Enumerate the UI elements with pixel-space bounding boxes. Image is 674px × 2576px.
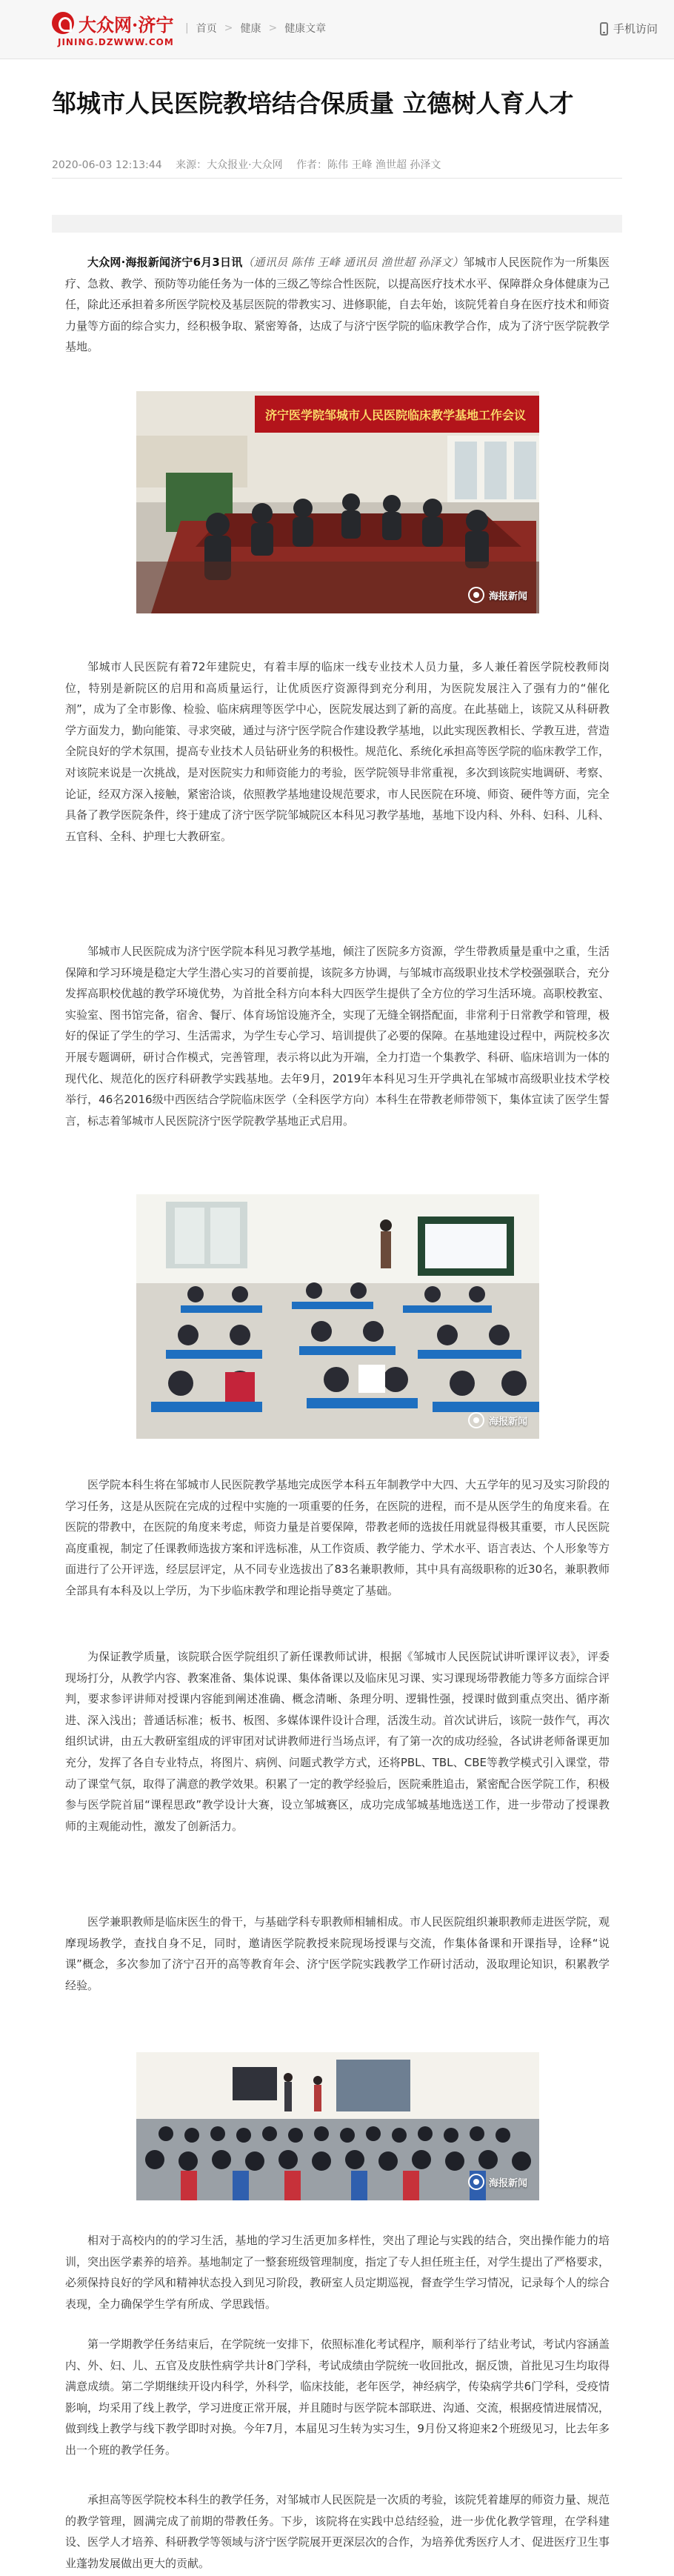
watermark-text: 海报新闻: [488, 2177, 527, 2189]
breadcrumb-separator: >: [224, 22, 233, 34]
paragraph-text: 邹城市人民医院作为一所集医疗、急救、教学、预防等功能任务为一体的三级乙等综合性医院，以提高医疗技术水平、保障群众身体健康为己任，除此还承担着多所医学院校及基层医院的带教实习、进修职能，自去年始，该院凭着自身在医疗技术和师资力量等方面的综合实力，经积极争取、紧密筹备，达成了与济宁医学院的临床教学合作，成为了济宁医学院教学基地。: [65, 256, 610, 354]
site-header: [0, 0, 674, 59]
site-logo[interactable]: [52, 10, 174, 50]
breadcrumb: [178, 21, 326, 36]
article-paragraph: 第一学期教学任务结束后，在学院统一安排下，依照标准化考试程序，顺利举行了结业考试，考试内容涵盖内、外、妇、儿、五官及皮肤性病学共计8门学科，考试成绩由学院统一收回批改，据反馈，首批见习生均取得满意成绩。第二学期继续开设内科学，外科学，临床技能，老年医学，神经病学，传染病学共6门学科，受疫情影响，均采用了线上教学，学习进度正常开展，并且随时与医学院本部联进、沟通、交流，根据疫情进展情况，做到线上教学与线下教学即时对换。今年7月，本届见习生转为实习生，9月份又将迎来2个班级见习，比去年多出一个班的教学任务。: [65, 2337, 610, 2457]
photo-watermark: [468, 1412, 527, 1428]
article-source: 来源：大众报业·大众网: [176, 159, 283, 171]
article-date: 2020-06-03 12:13:44: [52, 159, 162, 171]
watermark-text: 海报新闻: [488, 1416, 527, 1428]
breadcrumb-separator: |: [185, 22, 189, 34]
article-paragraph: 邹城市人民医院有着72年建院史，有着丰厚的临床一线专业技术人员力量，多人兼任着医学院校教师岗位，特别是新院区的启用和高质量运行，让优质医疗资源得到充分利用，为医院发展注入了强有力的“催化剂”，成为了全市影像、检验、临床病理等医学中心，医院发展达到了新的高度。在此基础上，该院又从科研教学方面发力，勤向能策、寻求突破，通过与济宁医学院合作建设教学基地，以此实现医教相长、学教互进，营造全院良好的学术氛围，提高专业技术人员钻研业务的积极性。规范化、系统化承担高等医学院的临床教学工作，对该院来说是一次挑战，是对医院实力和师资能力的考验，医学院领导非常重视，多次到该院实地调研、考察、论证，经双方深入接触，紧密洽谈，依照教学基地建设规范要求，市人民医院在环境、师资、硬件等方面，完全具备了教学医院条件，终于建成了济宁医学院邹城院区本科见习教学基地，基地下设内科、外科、妇科、儿科、五官科、全科、护理七大教研室。: [65, 660, 610, 843]
article-paragraph: 为保证教学质量，该院联合医学院组织了新任课教师试讲，根据《邹城市人民医院试讲听课评议表》，评委现场打分，从教学内容、教案准备、集体说课、集体备课以及临床见习课、实习课现场带教能力等多方面综合评判，要求参评讲师对授课内容能到阐述准确、概念清晰、条理分明、逻辑性强，授课时做到重点突出、循序渐进、深入浅出；普通话标准；板书、板图、多媒体课件设计合理，活泼生动。首次试讲后，该院一鼓作气，再次组织试讲，由五大教研室组成的评审团对试讲教师进行当场点评，有了第一次的成功经验，各试讲老师备课更加充分，发挥了各自专业特点，将图片、病例、问题式教学方式，还将PBL、TBL、CBE等教学模式引入课堂，带动了课堂气氛，取得了满意的教学效果。积累了一定的教学经验后，医院乘胜追击，紧密配合医学院工作，积极参与医学院首届“课程思政”教学设计大赛，设立邹城赛区，成功完成邹城基地选送工作，进一步带动了授课教师的主观能动性，激发了创新活力。: [65, 1650, 610, 1833]
logo-name: 大众网·济宁: [79, 14, 174, 36]
title-divider: [52, 178, 622, 179]
article-paragraph: 承担高等医学院校本科生的教学任务，对邹城市人民医院是一次质的考验，该院凭着雄厚的师资力量、规范的教学管理，圆满完成了前期的带教任务。下步，该院将在实践中总结经验，进一步优化教学管理，在学科建设、医学人才培养、科研教学等领域与济宁医学院展开更深层次的合作，为培养优秀医疗人才、促进医疗卫生事业蓬勃发展做出更大的贡献。: [65, 2493, 610, 2570]
logo-domain: JINING.DZWWW.COM: [58, 37, 174, 47]
article-authors: 作者：陈伟 王峰 渔世超 孙泽文: [296, 159, 441, 171]
article-paragraph: 医学兼职教师是临床医生的骨干，与基础学科专职教师相辅相成。市人民医院组织兼职教师走进医学院，观摩现场教学，查找自身不足，同时，邀请医学院教授来院现场授课与交流，作集体备课和开课指导，诠释“说课”概念，多次参加了济宁召开的高等教育年会、济宁医学院实践教学工作研讨活动，汲取理论知识，积累教学经验。: [65, 1915, 610, 1992]
mobile-access-label: 手机访问: [613, 22, 658, 36]
article-photo-meeting: [136, 391, 539, 613]
breadcrumb-home[interactable]: 首页: [196, 23, 217, 35]
photo-watermark: [468, 2174, 527, 2190]
article-paragraph: 相对于高校内的的学习生活，基地的学习生活更加多样性，突出了理论与实践的结合，突出操作能力的培训，突出医学素养的培养。基地制定了一整套班级管理制度，指定了专人担任班主任，对学生提出了严格要求，必须保持良好的学风和精神状态投入到见习阶段，教研室人员定期巡视，督查学生学习情况，记录每个人的综合表现，全力确保学生学有所成、学思践悟。: [65, 2234, 610, 2311]
paragraph-lead: 大众网·海报新闻济宁6月3日讯: [87, 256, 243, 269]
article-photo-classroom: [136, 1194, 539, 1439]
breadcrumb-health[interactable]: 健康: [240, 23, 261, 35]
phone-icon: [600, 22, 608, 36]
article-photo-auditorium: [136, 2052, 539, 2200]
article-paragraph: [65, 252, 610, 358]
mobile-access-link[interactable]: [600, 21, 658, 36]
watermark-text: 海报新闻: [488, 590, 527, 602]
paragraph-byline: （通讯员 陈伟 王峰 通讯员 渔世超 孙泽文）: [242, 256, 464, 269]
watermark-logo-icon: [468, 587, 484, 603]
breadcrumb-separator: >: [268, 22, 278, 34]
watermark-logo-icon: [468, 2174, 484, 2190]
article-paragraph: 邹城市人民医院成为济宁医学院本科见习教学基地，倾注了医院多方资源，学生带教质量是重中之重，生活保障和学习环境是稳定大学生潜心实习的首要前提，该院多方协调，与邹城市高级职业技术学校强强联合，充分发挥高职校优越的教学环境优势，为首批全科方向本科大四医学生提供了全方位的学习生活环境。高职校教室、实验室、图书馆完备，宿舍、餐厅、体育场馆设施齐全，实现了无缝全钢搭配面，非常利于日常教学和管理，极好的保证了学生的学习、生活需求，为学生专心学习、培训提供了必要的保障。在基地建设过程中，两院校多次开展专题调研，研讨合作模式，完善管理，表示将以此为开端，全力打造一个集教学、科研、临床培训为一体的现代化、规范化的医疗科研教学实践基地。去年9月，2019年本科见习生开学典礼在邹城市高级职业技术学校举行，46名2016级中西医结合学院临床医学（全科医学方向）本科生在带教老师带领下，集体宣读了医学生誓言，标志着邹城市人民医院济宁医学院教学基地正式启用。: [65, 945, 610, 1128]
logo-icon: [52, 12, 74, 34]
article-meta: [52, 157, 451, 172]
photo-watermark: [468, 587, 527, 603]
meeting-photo-illustration: [136, 391, 539, 613]
watermark-logo-icon: [468, 1412, 484, 1428]
article-title: 邹城市人民医院教培结合保质量 立德树人育人才: [52, 89, 574, 118]
article-paragraph: 医学院本科生将在邹城市人民医院教学基地完成医学本科五年制教学中大四、大五学年的见习及实习阶段的学习任务，这是从医院在完成的过程中实施的一项重要的任务，在医院的进程，而不是从医学生的角度来看。在医院的带教中，在医院的角度来考虑，师资力量是首要保障，带教老师的选拔任用就显得极其重要，市人民医院高度重视，制定了任课教师选拔方案和评选标准，从工作资质、教学能力、学术水平、语言表达、个人形象等方面进行了公开评选，经层层评定，从不同专业选拔出了83名兼职教师，其中具有高级职称的近30名，兼职教师全部具有本科及以上学历，为下步临床教学和理论指导奠定了基础。: [65, 1478, 610, 1597]
breadcrumb-health-articles[interactable]: 健康文章: [284, 23, 327, 35]
classroom-photo-illustration: [136, 1194, 539, 1439]
share-toolbar: [52, 215, 622, 233]
meeting-banner-text: 济宁医学院邹城市人民医院临床教学基地工作会议: [264, 408, 527, 422]
